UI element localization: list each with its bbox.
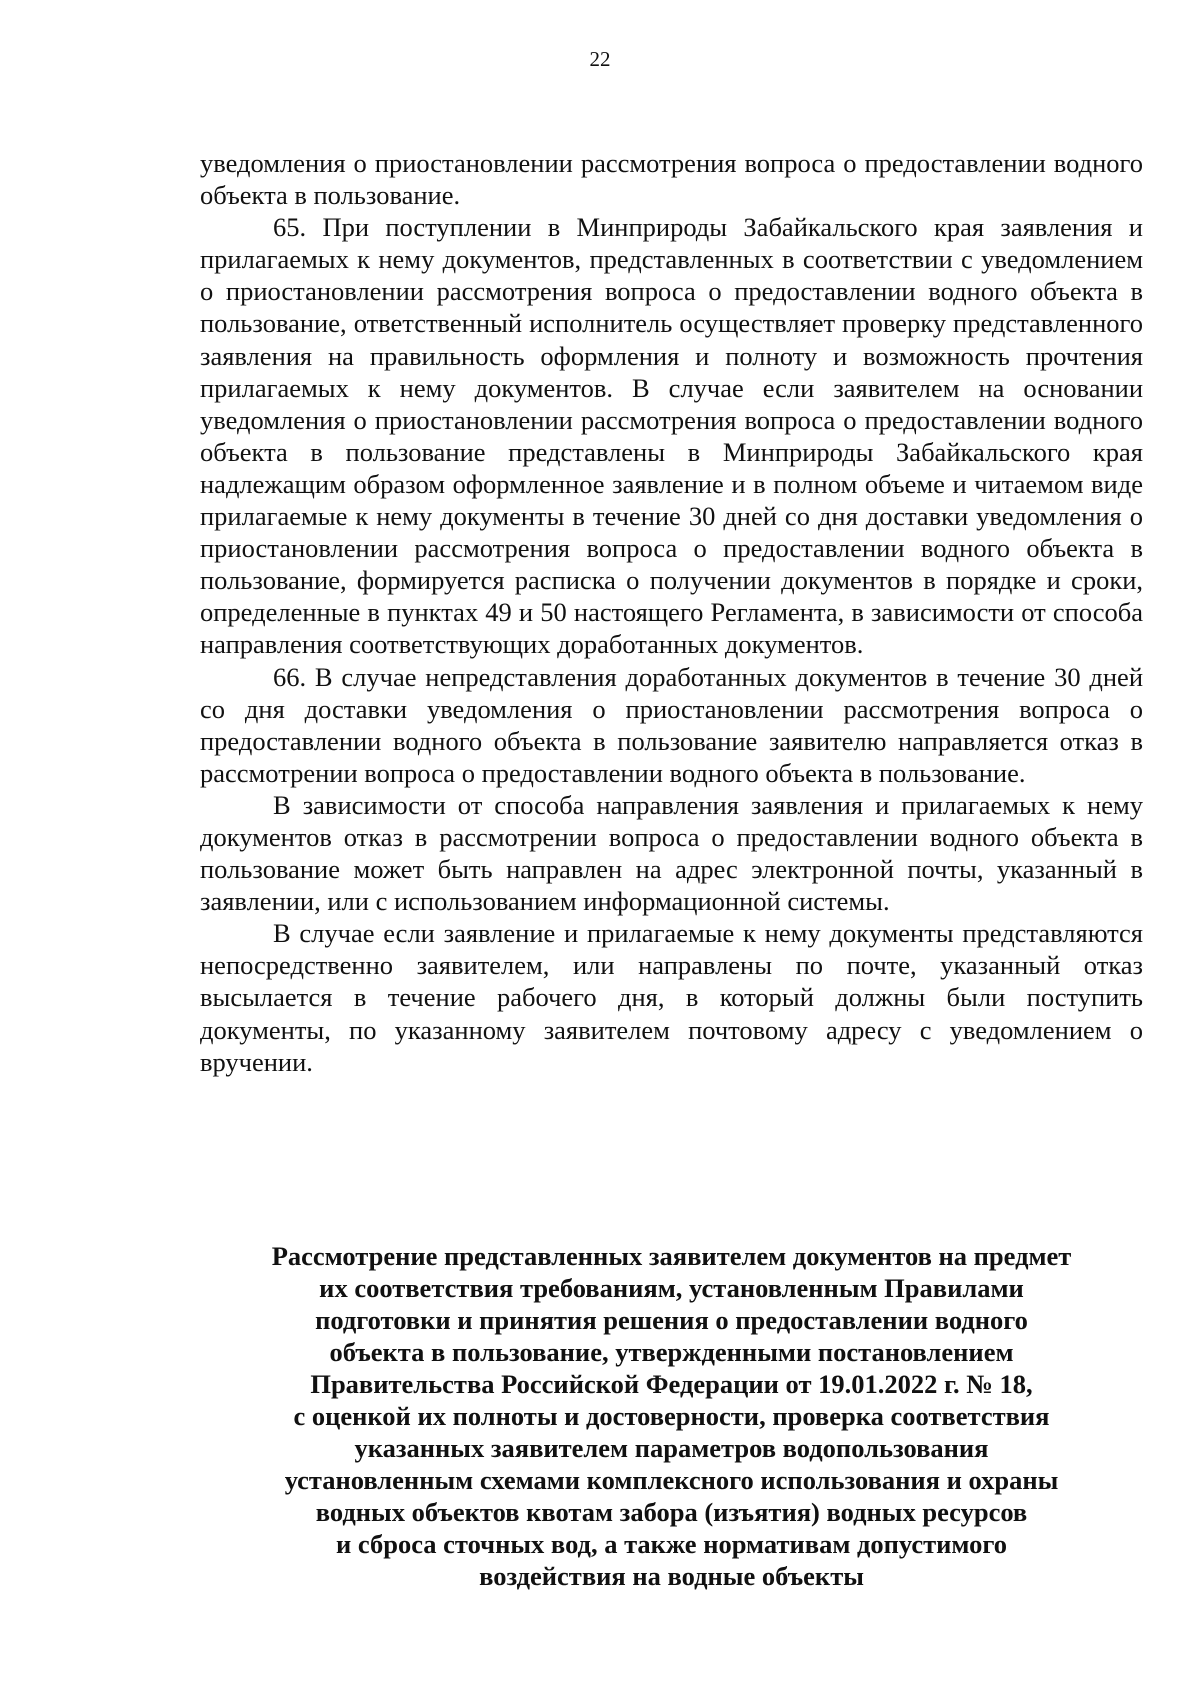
section-heading-line: и сброса сточных вод, а также нормативам допустимого bbox=[335, 1529, 1007, 1559]
paragraph-66: 66. В случае непредставления доработанных документов в течение 30 дней со дня доставки уведомления о приостановлении рассмотрения вопроса о предоставлении водного объекта в пользование заявителю направляется отказ в рассмотрении вопроса о предоставлении водного объекта в пользование. bbox=[200, 661, 1143, 788]
section-heading-line: воздействия на водные объекты bbox=[479, 1561, 864, 1591]
paragraph-64-continuation: уведомления о приостановлении рассмотрения вопроса о предоставлении водного объекта в пользование. bbox=[200, 148, 1143, 211]
paragraph-refusal-by-post: В случае если заявление и прилагаемые к нему документы представляются непосредственно заявителем, или направлены по почте, указанный отказ высылается в течение рабочего дня, в который должны были поступить документы, по указанному заявителем почтовому адресу с уведомлением о вручении. bbox=[200, 918, 1143, 1077]
section-heading-line: с оценкой их полноты и достоверности, проверка соответствия bbox=[293, 1401, 1050, 1431]
section-heading-line: указанных заявителем параметров водопользования bbox=[354, 1433, 989, 1463]
section-heading-line: подготовки и принятия решения о предоставлении водного bbox=[315, 1305, 1028, 1335]
page-number: 22 bbox=[589, 47, 611, 71]
section-heading bbox=[200, 1240, 1143, 1592]
section-heading-line: водных объектов квотам забора (изъятия) водных ресурсов bbox=[315, 1497, 1028, 1527]
section-heading-line: Рассмотрение представленных заявителем документов на предмет bbox=[271, 1241, 1072, 1271]
paragraph-65: 65. При поступлении в Минприроды Забайкальского края заявления и прилагаемых к нему документов, представленных в соответствии с уведомлением о приостановлении рассмотрения вопроса о предоставлении водного объекта в пользование, ответственный исполнитель осуществляет проверку представленного заявления на правильность оформления и полноту и возможность прочтения прилагаемых к нему документов. В случае если заявителем на основании уведомления о приостановлении рассмотрения вопроса о предоставлении водного объекта в пользование представлены в Минприроды Забайкальского края надлежащим образом оформленное заявление и в полном объеме и читаемом виде прилагаемые к нему документы в течение 30 дней со дня доставки уведомления о приостановлении рассмотрения вопроса о предоставлении водного объекта в пользование, формируется расписка о получении документов в порядке и сроки, определенные в пунктах 49 и 50 настоящего Регламента, в зависимости от способа направления соответствующих доработанных документов. bbox=[200, 212, 1143, 660]
section-heading-line: Правительства Российской Федерации от 19.01.2022 г. № 18, bbox=[310, 1369, 1033, 1399]
document-body bbox=[200, 147, 1143, 1078]
paragraph-refusal-delivery-method: В зависимости от способа направления заявления и прилагаемых к нему документов отказ в рассмотрении вопроса о предоставлении водного объекта в пользование может быть направлен на адрес электронной почты, указанный в заявлении, или с использованием информационной системы. bbox=[200, 789, 1143, 917]
section-heading-line: их соответствия требованиям, установленным Правилами bbox=[319, 1273, 1024, 1303]
section-heading-line: установленным схемами комплексного использования и охраны bbox=[284, 1465, 1059, 1495]
section-heading-line: объекта в пользование, утвержденными постановлением bbox=[329, 1337, 1014, 1367]
